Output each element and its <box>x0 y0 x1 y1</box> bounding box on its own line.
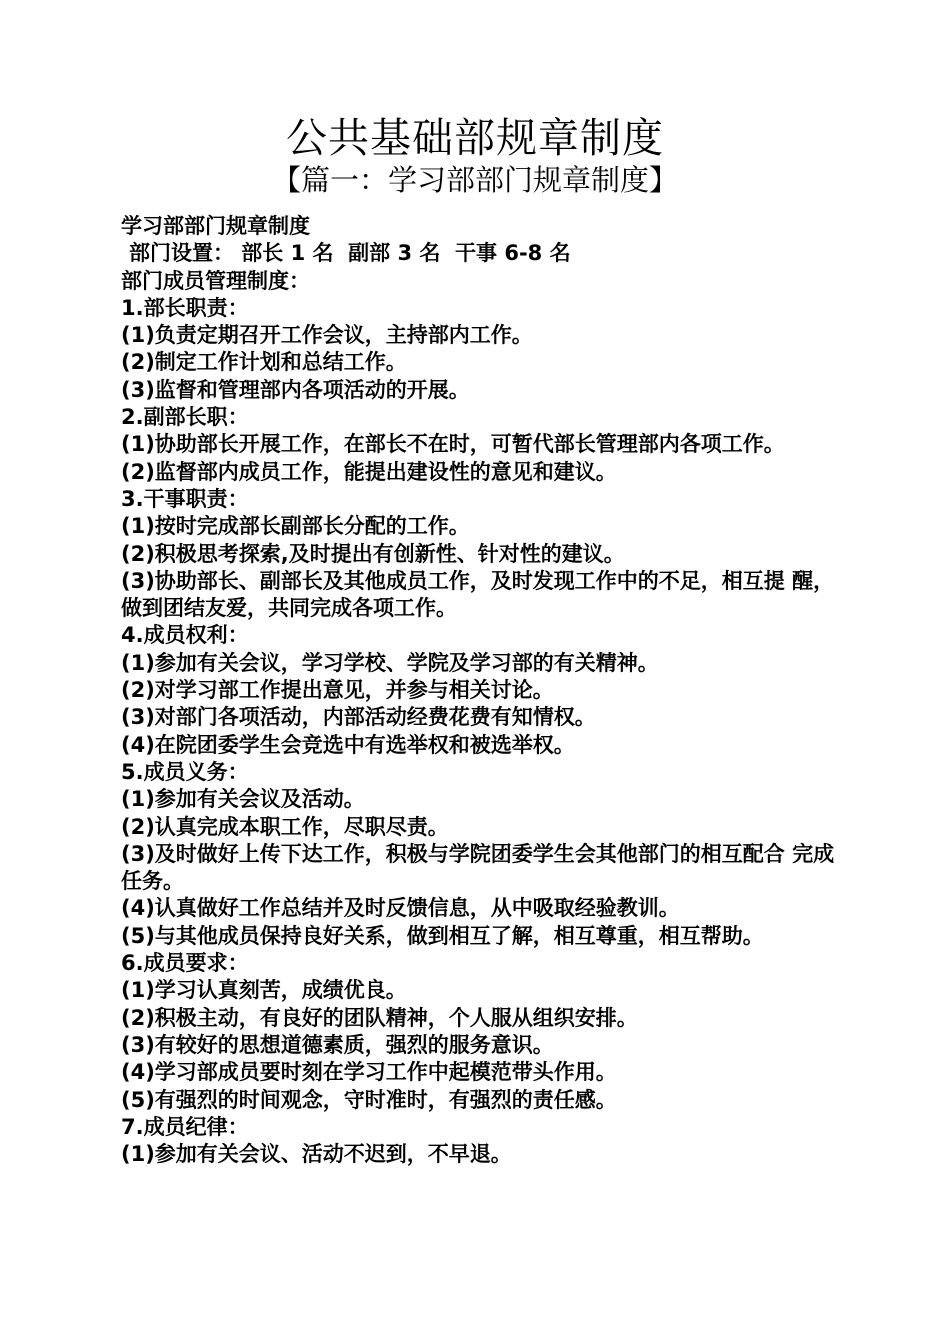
document-subtitle: 【篇一：学习部部门规章制度】 <box>271 163 678 197</box>
list-item: (1)学习认真刻苦，成绩优良。 <box>121 978 407 1003</box>
list-item: (5)有强烈的时间观念，守时准时，有强烈的责任感。 <box>121 1087 617 1112</box>
document-title: 公共基础部规章制度 <box>286 114 664 162</box>
list-heading: 3.干事职责： <box>121 486 249 511</box>
list-heading: 1.部长职责： <box>121 295 249 320</box>
list-item: (3)及时做好上传下达工作，积极与学院团委学生会其他部门的相互配合 完成任务。 <box>121 841 835 894</box>
list-item: (4)在院团委学生会竞选中有选举权和被选举权。 <box>121 732 575 757</box>
section-heading: 学习部部门规章制度 <box>121 214 310 238</box>
list-item: (2)制定工作计划和总结工作。 <box>121 350 407 375</box>
list-item: (3)对部门各项活动，内部活动经费花费有知情权。 <box>121 705 596 730</box>
list-item: (1)按时完成部长副部长分配的工作。 <box>121 514 470 539</box>
list-heading: 6.成员要求： <box>121 951 249 976</box>
list-item: (3)监督和管理部内各项活动的开展。 <box>121 377 470 402</box>
list-item: (1)参加有关会议、活动不迟到，不早退。 <box>121 1142 512 1167</box>
list-item: (2)积极主动，有良好的团队精神，个人服从组织安排。 <box>121 1005 638 1030</box>
section-heading: 部门成员管理制度： <box>121 268 310 293</box>
list-heading: 5.成员义务： <box>121 759 249 784</box>
list-item: (2)对学习部工作提出意见，并参与相关讨论。 <box>121 678 554 703</box>
list-item: (2)认真完成本职工作，尽职尽责。 <box>121 814 449 839</box>
list-item: (1)参加有关会议，学习学校、学院及学习部的有关精神。 <box>121 650 659 675</box>
list-heading: 2.副部长职： <box>121 405 249 430</box>
document-body <box>113 213 843 1168</box>
list-heading: 7.成员纪律： <box>121 1114 249 1139</box>
list-item: (2)积极思考探索,及时提出有创新性、针对性的建议。 <box>121 541 625 566</box>
list-item: (1)负责定期召开工作会议，主持部内工作。 <box>121 323 533 348</box>
list-item: (5)与其他成员保持良好关系，做到相互了解，相互尊重，相互帮助。 <box>121 923 764 948</box>
list-item: (4)认真做好工作总结并及时反馈信息，从中吸取经验教训。 <box>121 896 680 921</box>
list-item: (3)协助部长、副部长及其他成员工作，及时发现工作中的不足，相互提 醒，做到团结友爱，共同完成各项工作。 <box>121 568 835 621</box>
body-line: 部门设置： 部长 1 名 副部 3 名 干事 6-8 名 <box>129 241 571 266</box>
list-item: (1)协助部长开展工作，在部长不在时，可暂代部长管理部内各项工作。 <box>121 432 785 457</box>
list-item: (3)有较好的思想道德素质，强烈的服务意识。 <box>121 1032 554 1057</box>
list-item: (2)监督部内成员工作，能提出建设性的意见和建议。 <box>121 459 617 484</box>
list-item: (1)参加有关会议及活动。 <box>121 787 365 812</box>
list-item: (4)学习部成员要时刻在学习工作中起模范带头作用。 <box>121 1060 617 1085</box>
list-heading: 4.成员权利： <box>121 623 249 648</box>
